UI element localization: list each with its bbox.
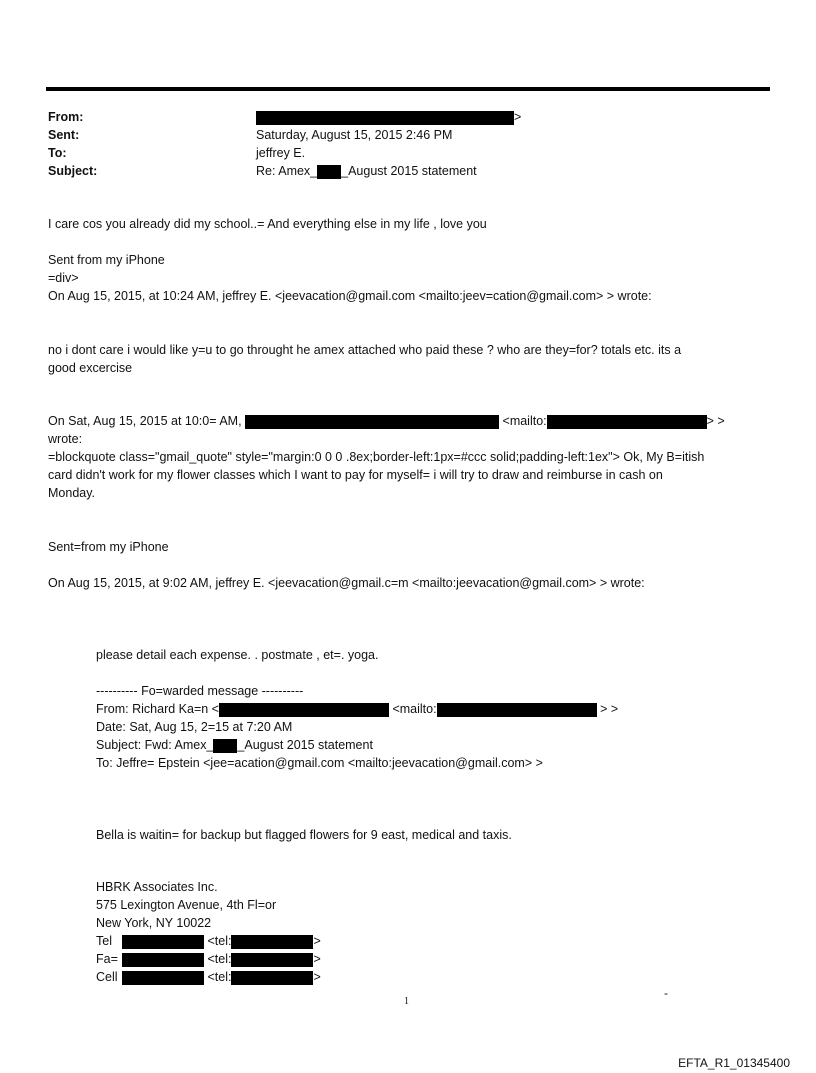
- redaction-box: [219, 703, 389, 717]
- redaction-box: [245, 415, 499, 429]
- body-line: On Sat, Aug 15, 2015 at 10:0= AM, <mailto: > >: [48, 414, 725, 428]
- body-line: ---------- Fo=warded message ----------: [96, 684, 304, 698]
- body-line: =div>: [48, 271, 79, 285]
- body-line: wrote:: [48, 432, 83, 446]
- body-line: Sent=from my iPhone: [48, 540, 169, 554]
- redaction-box: [231, 953, 313, 967]
- redaction-box: [213, 739, 237, 753]
- from-suffix: >: [514, 110, 522, 124]
- body-line: Bella is waitin= for backup but flagged flowers for 9 east, medical and taxis.: [96, 828, 512, 842]
- body-line: =blockquote class="gmail_quote" style="margin:0 0 0 .8ex;border-left:1px=#ccc solid;padding-left:1ex"> Ok, My B=itish: [48, 450, 705, 464]
- body-line: On Aug 15, 2015, at 9:02 AM, jeffrey E. <jeevacation@gmail.c=m <mailto:jeevacation@gmail.com> > wrote:: [48, 576, 645, 590]
- body-line: On Aug 15, 2015, at 10:24 AM, jeffrey E. <jeevacation@gmail.com <mailto:jeev=cation@gmail.com> > wrote:: [48, 289, 652, 303]
- redaction-box: [231, 971, 313, 985]
- redaction-box: [122, 953, 204, 967]
- redaction-box: [122, 935, 204, 949]
- footer-dash: -: [664, 986, 668, 1000]
- redaction-box: [437, 703, 597, 717]
- body-line: no i dont care i would like y=u to go throught he amex attached who paid these ? who are they=for? totals etc. its a: [48, 343, 682, 357]
- sent-label: Sent:: [48, 128, 80, 142]
- redaction-box: [122, 971, 204, 985]
- redaction-box: [256, 111, 514, 125]
- body-line: card didn't work for my flower classes which I want to pay for myself= i will try to draw and reimburse in cash on: [48, 468, 663, 482]
- redaction-box: [547, 415, 707, 429]
- body-line: Sent from my iPhone: [48, 253, 165, 267]
- from-label: From:: [48, 110, 84, 124]
- body-line: Date: Sat, Aug 15, 2=15 at 7:20 AM: [96, 720, 293, 734]
- body-line: 575 Lexington Avenue, 4th Fl=or: [96, 898, 277, 912]
- body-line: HBRK Associates Inc.: [96, 880, 218, 894]
- sent-value: Saturday, August 15, 2015 2:46 PM: [256, 128, 453, 142]
- cell-row: Cell <tel: >: [96, 970, 321, 984]
- subject-prefix: Re: Amex_: [256, 164, 318, 178]
- body-line: please detail each expense. . postmate , et=. yoga.: [96, 648, 379, 662]
- to-label: To:: [48, 146, 67, 160]
- body-line: Subject: Fwd: Amex_ _August 2015 statement: [96, 738, 373, 752]
- subject-suffix: _August 2015 statement: [341, 164, 477, 178]
- body-line: Monday.: [48, 486, 96, 500]
- document-id: EFTA_R1_01345400: [678, 1056, 790, 1070]
- body-line: I care cos you already did my school..= And everything else in my life , love you: [48, 217, 487, 231]
- top-rule: [46, 87, 770, 91]
- page-number: 1: [404, 996, 409, 1007]
- body-line: New York, NY 10022: [96, 916, 212, 930]
- subject-label: Subject:: [48, 164, 98, 178]
- body-line: To: Jeffre= Epstein <jee=acation@gmail.com <mailto:jeevacation@gmail.com> >: [96, 756, 543, 770]
- redaction-box: [231, 935, 313, 949]
- redaction-box: [317, 165, 341, 179]
- to-value: jeffrey E.: [256, 146, 306, 160]
- body-line: From: Richard Ka=n < <mailto: > >: [96, 702, 619, 716]
- tel-row: Tel <tel: >: [96, 934, 321, 948]
- body-line: good excercise: [48, 361, 133, 375]
- fax-row: Fa= <tel: >: [96, 952, 321, 966]
